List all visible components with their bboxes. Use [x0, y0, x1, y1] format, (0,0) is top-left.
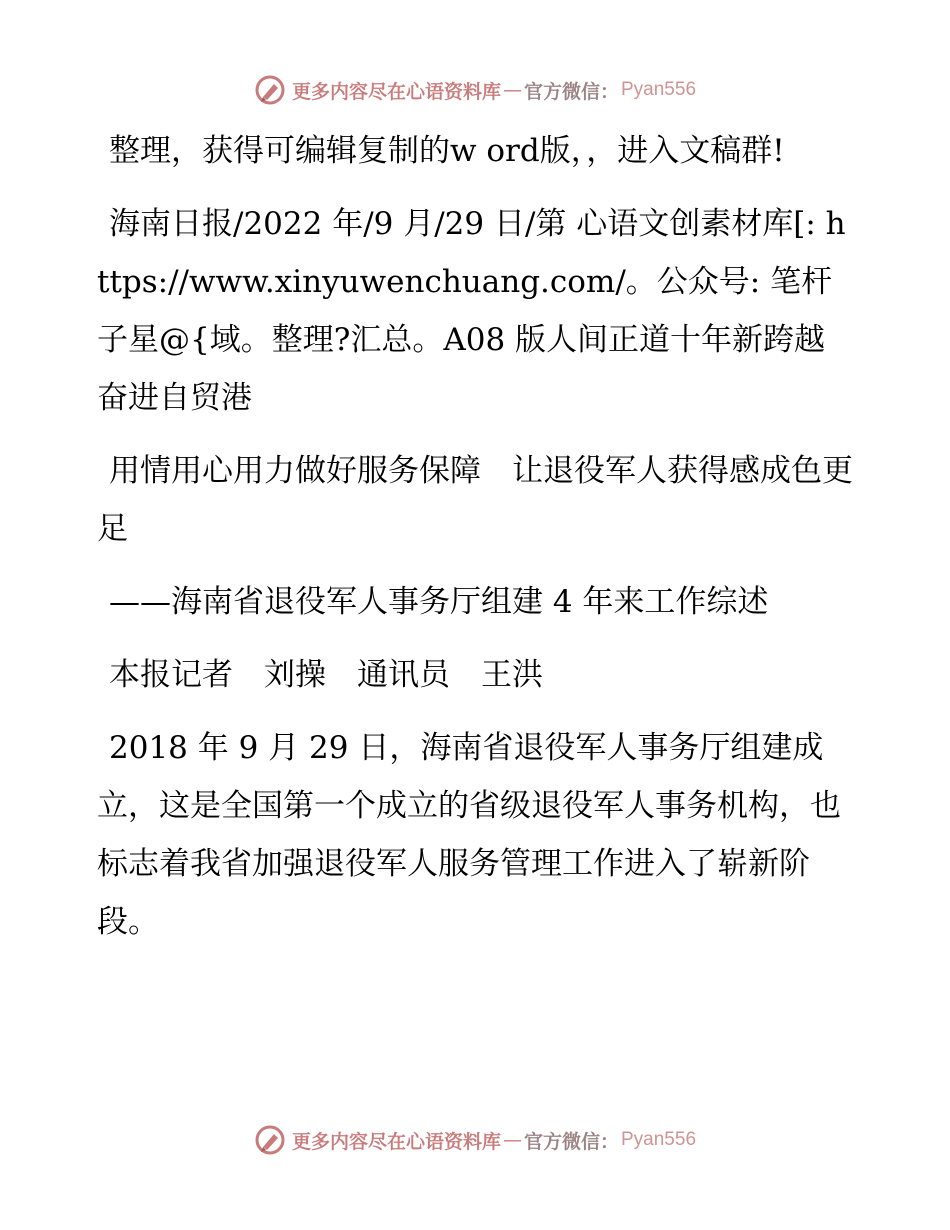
- footer-watermark: [0, 1120, 950, 1160]
- watermark-wechat-id: Pyan556: [621, 79, 697, 100]
- watermark-site-text: 更多内容尽在心语资料库: [291, 1130, 501, 1153]
- watermark-official-label: 官方微信：: [523, 80, 619, 103]
- watermark-site-text: 更多内容尽在心语资料库: [291, 80, 501, 103]
- watermark-dash: —: [502, 79, 522, 101]
- paragraph-body: 2018 年 9 月 29 日，海南省退役军人事务厅组建成立，这是全国第一个成立的省级退役军人事务机构，也标志着我省加强退役军人服务管理工作进入了崭新阶段。: [97, 730, 841, 940]
- document-body: [97, 122, 857, 966]
- watermark-dash: —: [502, 1129, 522, 1151]
- article-subtitle: ——海南省退役军人事务厅组建 4 年来工作综述: [109, 584, 769, 620]
- article-byline: 本报记者 刘操 通讯员 王洪: [109, 657, 543, 693]
- pen-logo-icon: [254, 74, 286, 106]
- watermark-official-label: 官方微信：: [523, 1130, 619, 1153]
- header-watermark: [0, 70, 950, 110]
- article-title: 用情用心用力做好服务保障 让退役军人获得感成色更足: [97, 453, 853, 547]
- paragraph-intro: 整理，获得可编辑复制的w ord版，，进入文稿群!: [109, 133, 785, 169]
- watermark-wechat-id: Pyan556: [621, 1129, 697, 1150]
- pen-logo-icon: [254, 1124, 286, 1156]
- paragraph-source: 海南日报/2022 年/9 月/29 日/第 心语文创素材库[: https://www.xinyuwenchuang.com/。公众号: 笔杆子星@{域。整理?汇总。A08 版人间正道十年新跨越 奋进自贸港: [97, 206, 846, 416]
